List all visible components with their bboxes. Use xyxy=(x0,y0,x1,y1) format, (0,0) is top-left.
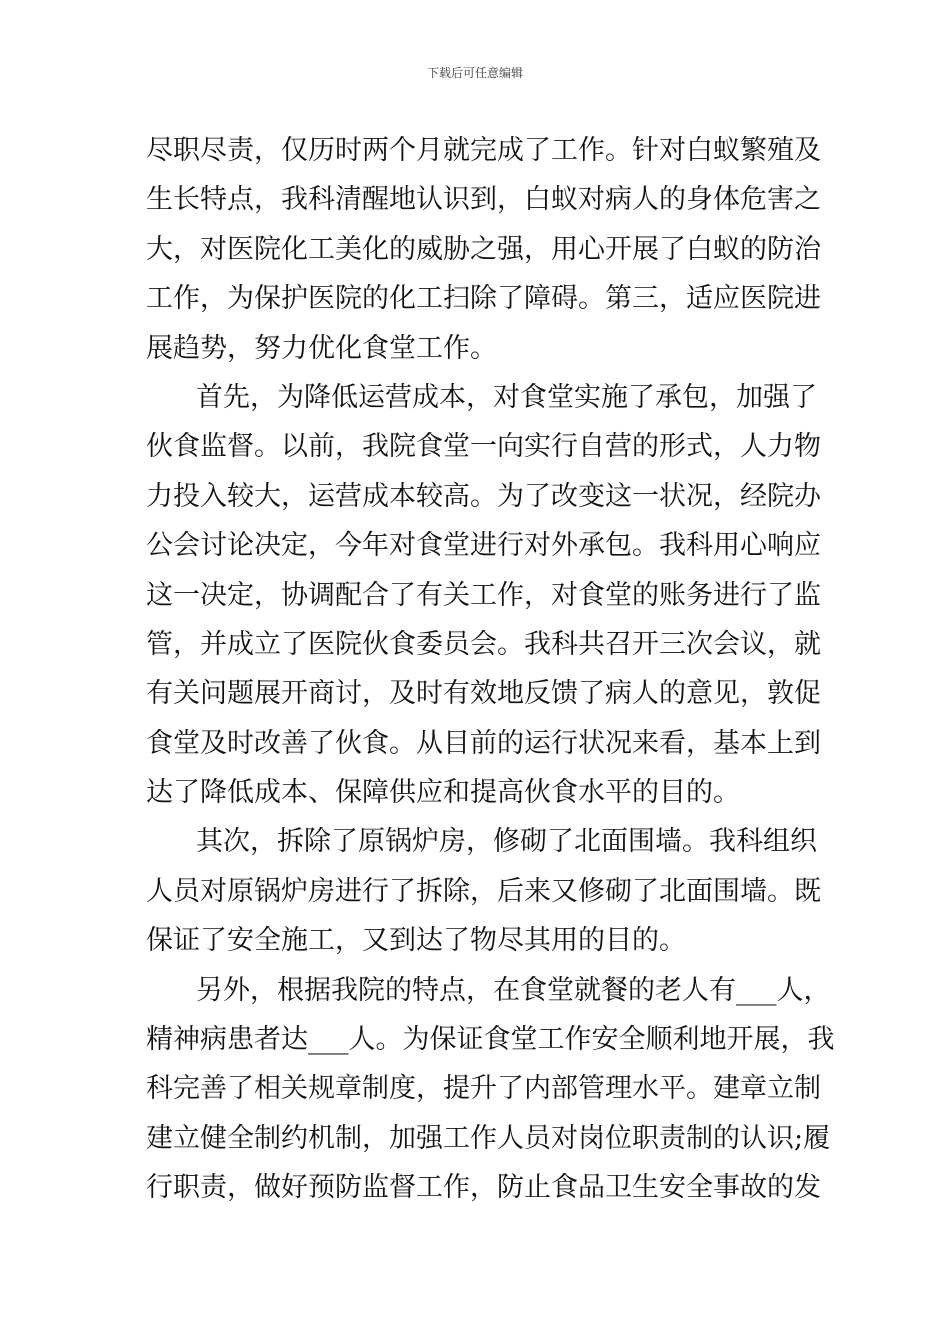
text-line: 食堂及时改善了伙食。从目前的运行状况来看，基本上到 xyxy=(146,727,821,759)
text-line: 科完善了相关规章制度，提升了内部管理水平。建章立制 xyxy=(146,1073,821,1105)
body-text xyxy=(146,126,835,1213)
text-line: 工作，为保护医院的化工扫除了障碍。第三，适应医院进 xyxy=(146,283,821,315)
text-line: 保证了安全施工，又到达了物尽其用的目的。 xyxy=(146,925,686,957)
text-line: 生长特点，我科清醒地认识到，白蚁对病人的身体危害之 xyxy=(146,184,821,216)
text-line: 伙食监督。以前，我院食堂一向实行自营的形式，人力物 xyxy=(146,431,821,463)
text-line: 行职责，做好预防监督工作，防止食品卫生安全事故的发 xyxy=(146,1172,821,1204)
text-line: 公会讨论决定，今年对食堂进行对外承包。我科用心响应 xyxy=(146,530,821,562)
text-line: 展趋势，努力优化食堂工作。 xyxy=(146,332,497,364)
text-line: 精神病患者达___人。为保证食堂工作安全顺利地开展，我 xyxy=(146,1024,835,1056)
text-line: 尽职尽责，仅历时两个月就完成了工作。针对白蚁繁殖及 xyxy=(146,135,821,166)
text-line: 这一决定，协调配合了有关工作，对食堂的账务进行了监 xyxy=(146,579,821,611)
text-line: 另外，根据我院的特点，在食堂就餐的老人有___人， xyxy=(196,974,831,1006)
text-line: 其次，拆除了原锅炉房，修砌了北面围墙。我科组织 xyxy=(196,826,817,858)
text-line: 达了降低成本、保障供应和提高伙食水平的目的。 xyxy=(146,777,740,809)
text-line: 建立健全制约机制，加强工作人员对岗位职责制的认识;履 xyxy=(146,1122,831,1154)
text-line: 管，并成立了医院伙食委员会。我科共召开三次会议，就 xyxy=(146,628,821,660)
text-line: 大，对医院化工美化的威胁之强，用心开展了白蚁的防治 xyxy=(146,233,821,265)
text-line: 人员对原锅炉房进行了拆除，后来又修砌了北面围墙。既 xyxy=(146,875,821,907)
text-line: 首先，为降低运营成本，对食堂实施了承包，加强了 xyxy=(196,381,817,413)
text-line: 力投入较大，运营成本较高。为了改变这一状况，经院办 xyxy=(146,480,821,512)
page-header: 下载后可任意编辑 xyxy=(426,66,523,80)
text-line: 有关问题展开商讨，及时有效地反馈了病人的意见，敦促 xyxy=(146,678,821,710)
